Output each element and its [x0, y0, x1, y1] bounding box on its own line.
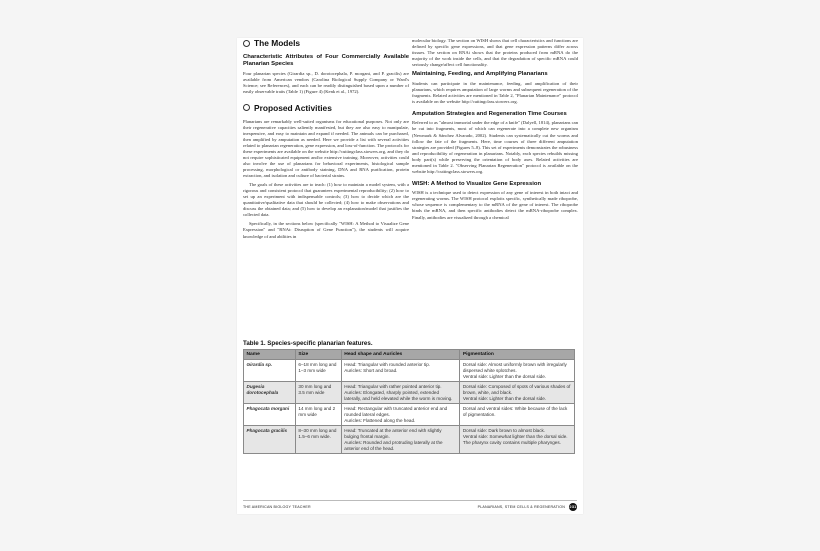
subheading-wish: WISH: A Method to Visualize Gene Expression	[412, 180, 542, 187]
species-name: Dugesia dorotocephala	[244, 382, 296, 404]
circle-bullet-icon	[243, 104, 250, 111]
column-header: Size	[295, 350, 341, 360]
section-heading-proposed	[243, 103, 409, 113]
page-footer	[243, 500, 577, 511]
species-pigmentation: Dorsal side: Dark brown to almost black. Ventral side: Somewhat lighter than the dorsal side. The pharynx cavity contains multiple pharynges.	[460, 426, 575, 454]
table-row	[244, 426, 575, 454]
table-row	[244, 382, 575, 404]
paragraph-wish: WISH is a technique used to detect expression of any gene of interest in both intact and regenerating worms. The WISH protocol exploits specific, synthetically made riboprobe, whose sequence is complementary to the mRNA of the gene of interest. The riboprobe binds the mRNA, and then specific antibodies detect the mRNA-riboprobe complex. Finally, antibodies are visualized through a chemical	[412, 190, 578, 220]
species-name: Phagocata gracilis	[244, 426, 296, 454]
page-number: 231	[569, 505, 577, 509]
species-size: 8–30 mm long and 1.5–6 mm wide.	[295, 426, 341, 454]
circle-bullet-icon	[243, 40, 250, 47]
paragraph-proposed-2: The goals of these activities are to teach: (1) how to maintain a model system, with a rigorous and consistent protocol that guarantees experimental reproducibility; (2) how to set up an experiment with indispensable controls; (3) how to decide which are the quantitative/qualitative data that should be collected; (4) how to make observations and discuss the obtained data; and (5) how to develop an explanation/model that justifies the collected data.	[243, 182, 409, 218]
paragraph-proposed-1: Planarians are remarkably well-suited organisms for educational purposes. Not only are their regenerative capacities saliently manifested, but they are also easy to manipulate, inexpensive, and easy to maintain and expand if needed. The animals can be purchased, then amplified by amputation as needed. Here we provide a list with several activities related to planarian regeneration, gene expression, and loss-of-function. The protocols for these experiments are available on the website http://cuttingclass.stowers.org, and they do not require sophisticated equipment and/or extensive training. Moreover, activities could also involve the use of planarians for behavioral experiments, histological sample processing, morphological or antibody staining, DNA and RNA purification, protein extraction, and isolation and culture of bacterial strains.	[243, 118, 409, 179]
column-header: Head shape and Auricles	[341, 350, 460, 360]
paragraph-intro: molecular biology. The section on WISH shows that cell characteristics and functions are defined by specific gene expressions, and that gene expression patterns differ across tissues. The section on RNAi shows that the proteins produced from mRNA do the majority of the work inside the cells, and that the degradation of specific mRNA could seriously change/affect cell functionality.	[412, 38, 578, 68]
subheading-amputation: Amputation Strategies and Regeneration Time Courses	[412, 110, 567, 117]
table-title: Table 1. Species-specific planarian features.	[243, 340, 373, 347]
running-title: PLANARIANS, STEM CELLS & REGENERATION	[477, 505, 565, 509]
species-head: Head: Triangular with rounded anterior tip. Auricles: Short and broad.	[341, 360, 460, 382]
species-size: 14 mm long and 2 mm wide	[295, 404, 341, 426]
species-head: Head: Truncated at the anterior end with slightly bulging frontal margin. Auricles: Rounded and protruding laterally at the anterior end of the head.	[341, 426, 460, 454]
column-header: Pigmentation	[460, 350, 575, 360]
section-heading-models	[243, 38, 409, 48]
species-head: Head: Rectangular with truncated anterior end and rounded lateral edges. Auricles: Flattened along the head.	[341, 404, 460, 426]
species-size: 6–18 mm long and 1–3 mm wide	[295, 360, 341, 382]
species-pigmentation: Dorsal and ventral sides: White because of the lack of pigmentation.	[460, 404, 575, 426]
table-row	[244, 404, 575, 426]
subheading-maintaining: Maintaining, Feeding, and Amplifying Planarians	[412, 71, 548, 78]
species-size: 30 mm long and 3.5 mm wide	[295, 382, 341, 404]
paragraph-proposed-3: Specifically, in the sections below (specifically "WISH: A Method to Visualize Gene Expression" and "RNAi: Disruption of Gene Function"), the students will acquire knowledge of and abilities in	[243, 221, 409, 239]
column-header: Name	[244, 350, 296, 360]
section-title: Proposed Activities	[254, 102, 332, 113]
right-column	[412, 38, 578, 224]
species-pigmentation: Dorsal side: Almost uniformly brown with irregularly dispersed white splotches. Ventral side: Lighter than the dorsal side.	[460, 360, 575, 382]
paragraph-maintaining: Students can participate in the maintenance, feeding, and amplification of their planarians, which requires amputation of large worms and subsequent regeneration of the fragments. Related activities are mentioned in Table 2, "Planarian Maintenance" protocol is available on the website http://cuttingclass.stowers.org.	[412, 80, 578, 104]
left-column	[243, 38, 409, 243]
species-name: Girardia sp.	[244, 360, 296, 382]
species-name: Phagocata morgani	[244, 404, 296, 426]
table-header-row	[244, 350, 575, 360]
paragraph-characteristics: Four planarian species (Girardia sp., D. dorotocephala, P. morgani, and P. gracilis) are available from American vendors (Carolina Biological Supply Company or Ward's Science; see References), and each can be readily distinguished based upon a number of easily observable traits (Table 1) (Figure 4) (Kenk et al., 1972).	[243, 70, 409, 94]
table-row	[244, 360, 575, 382]
section-title: The Models	[254, 38, 301, 48]
paragraph-amputation: Referred to as "almost immortal under the edge of a knife" (Dalyell, 1814), planarians can be cut into fragments, most of which can regenerate into a complete new organism (Newmark & Sánchez Alvarado, 2002). Students can systematically cut the worms and follow the fate of the fragments. Here, time courses of three different amputation strategies are provided (Figures 5–8). This set of experiments demonstrates the robustness and reproducibility of regeneration in planarians. Notably, each species rebuilds missing body part(s) while preserving the orientation of body axes. Related activities are mentioned in Table 2. "Observing Planarian Regeneration" protocol is available on the website http://cuttingclass.stowers.org.	[412, 120, 578, 174]
journal-name: THE AMERICAN BIOLOGY TEACHER	[243, 505, 311, 509]
species-head: Head: Triangular with rather pointed anterior tip. Auricles: Elongated, sharply pointed, extended laterally, and held elevated while the worm is moving.	[341, 382, 460, 404]
journal-page	[237, 38, 583, 514]
subheading-characteristics: Characteristic Attributes of Four Commercially Available Planarian Species	[243, 54, 409, 67]
species-table	[243, 349, 575, 454]
species-pigmentation: Dorsal side: Composed of spots of various shades of brown, white, and black. Ventral side: Lighter than the dorsal side.	[460, 382, 575, 404]
